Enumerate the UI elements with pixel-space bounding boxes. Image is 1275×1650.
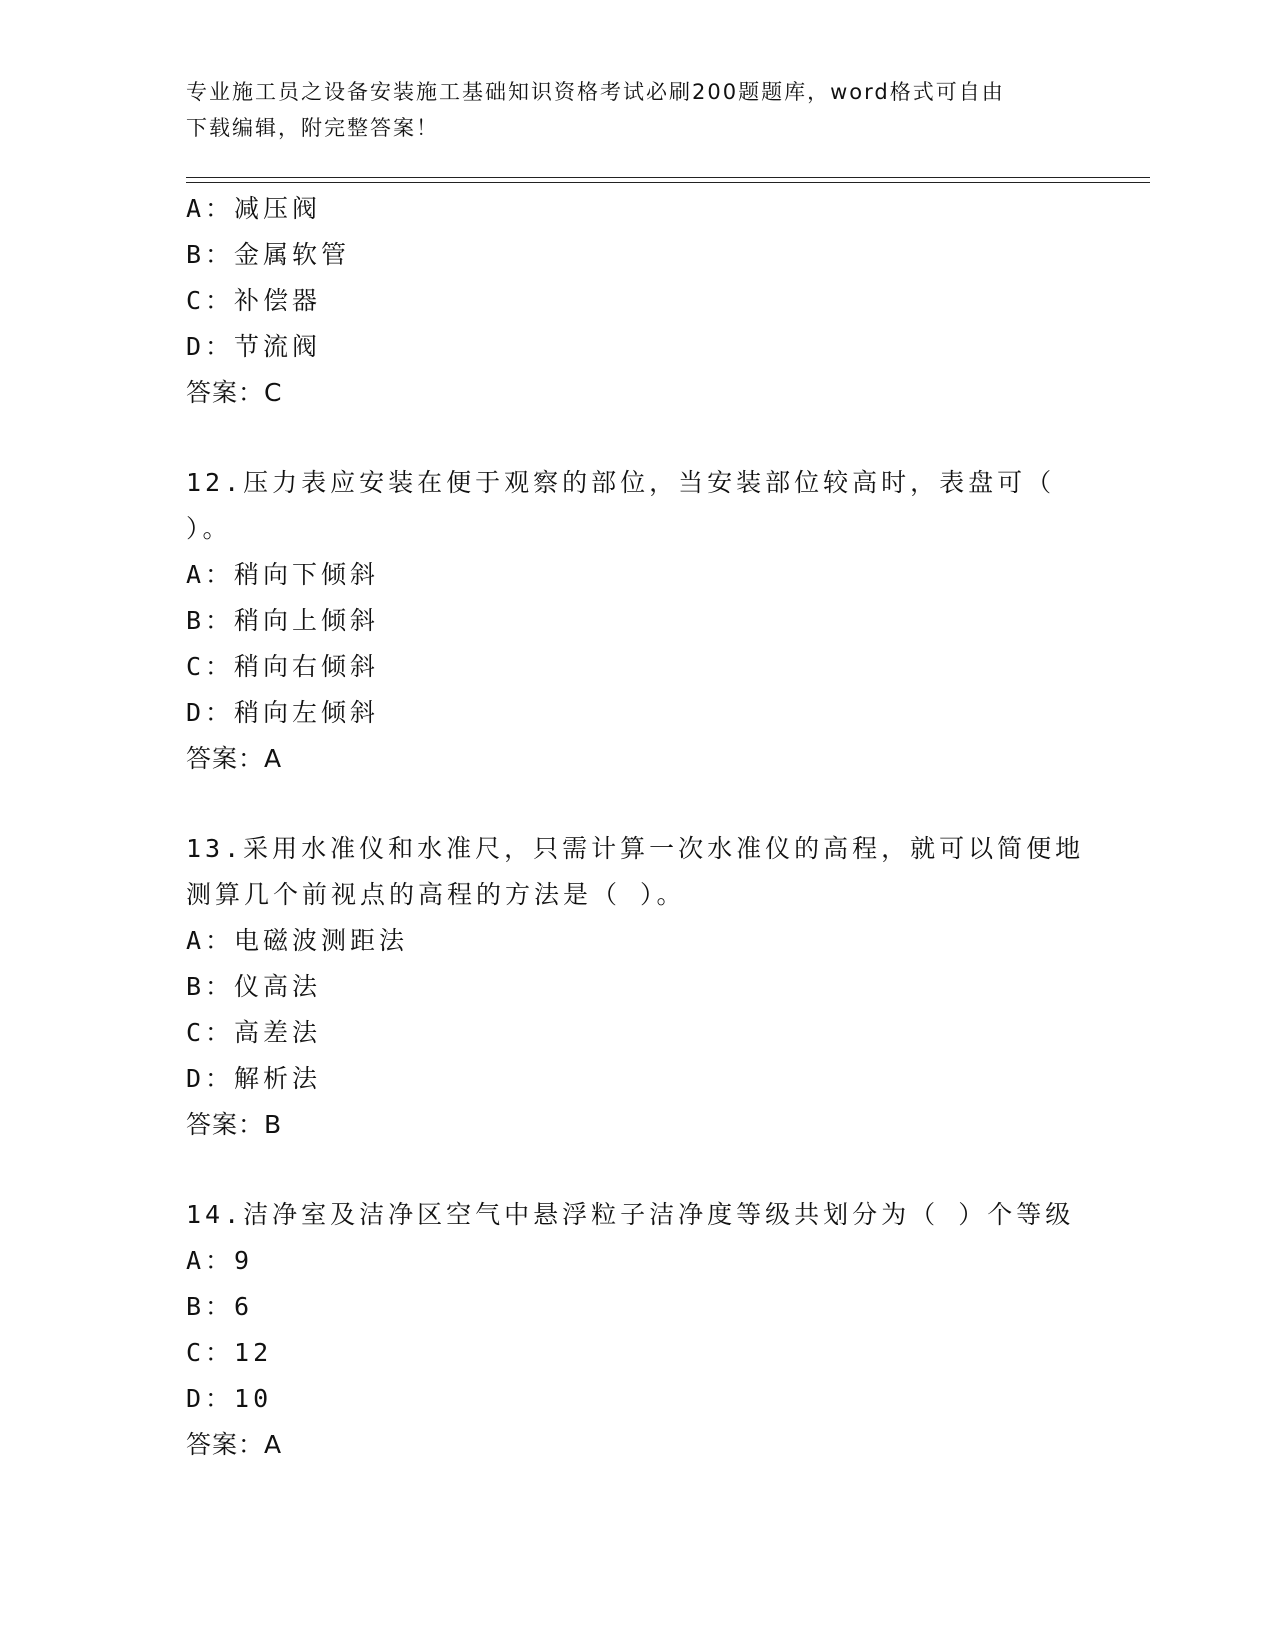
option-d: D：10 bbox=[186, 1384, 273, 1413]
option-c: C：12 bbox=[186, 1338, 273, 1367]
option-b: B：6 bbox=[186, 1292, 254, 1321]
header-line-2: 下载编辑，附完整答案！ bbox=[186, 116, 439, 140]
option-d: D：节流阀 bbox=[186, 332, 322, 361]
option-a: A：减压阀 bbox=[186, 194, 322, 223]
option-d: D：解析法 bbox=[186, 1064, 322, 1093]
option-b: B：稍向上倾斜 bbox=[186, 606, 380, 635]
question-stem-line-1: 14.洁净室及洁净区空气中悬浮粒子洁净度等级共划分为（ ）个等级 bbox=[186, 1200, 1075, 1229]
question-spacer bbox=[186, 782, 1086, 826]
question-stem-line-2: ）。 bbox=[186, 514, 232, 543]
question-14 bbox=[186, 1192, 1086, 1468]
question-11-tail bbox=[186, 186, 1086, 416]
answer-line: 答案：A bbox=[186, 744, 283, 773]
header-divider-top bbox=[186, 177, 1150, 178]
question-13 bbox=[186, 826, 1086, 1148]
option-a: A：9 bbox=[186, 1246, 254, 1275]
option-c: C：高差法 bbox=[186, 1018, 322, 1047]
header-line-1: 专业施工员之设备安装施工基础知识资格考试必刷200题题库，word格式可自由 bbox=[186, 80, 1005, 104]
option-c: C：补偿器 bbox=[186, 286, 322, 315]
option-d: D：稍向左倾斜 bbox=[186, 698, 380, 727]
answer-line: 答案：C bbox=[186, 378, 283, 407]
question-stem-line-2: 测算几个前视点的高程的方法是（ ）。 bbox=[186, 880, 686, 909]
question-stem-line-1: 13.采用水准仪和水准尺，只需计算一次水准仪的高程，就可以简便地 bbox=[186, 834, 1085, 863]
question-12 bbox=[186, 460, 1086, 782]
option-b: B：金属软管 bbox=[186, 240, 351, 269]
option-c: C：稍向右倾斜 bbox=[186, 652, 380, 681]
header-divider-bottom bbox=[186, 182, 1150, 183]
answer-line: 答案：B bbox=[186, 1110, 283, 1139]
option-b: B：仪高法 bbox=[186, 972, 322, 1001]
document-header bbox=[186, 74, 1066, 146]
question-spacer bbox=[186, 1148, 1086, 1192]
answer-line: 答案：A bbox=[186, 1430, 283, 1459]
question-stem-line-1: 12.压力表应安装在便于观察的部位，当安装部位较高时，表盘可（ bbox=[186, 468, 1056, 497]
question-spacer bbox=[186, 416, 1086, 460]
option-a: A：电磁波测距法 bbox=[186, 926, 409, 955]
option-a: A：稍向下倾斜 bbox=[186, 560, 380, 589]
question-list bbox=[186, 186, 1086, 1468]
